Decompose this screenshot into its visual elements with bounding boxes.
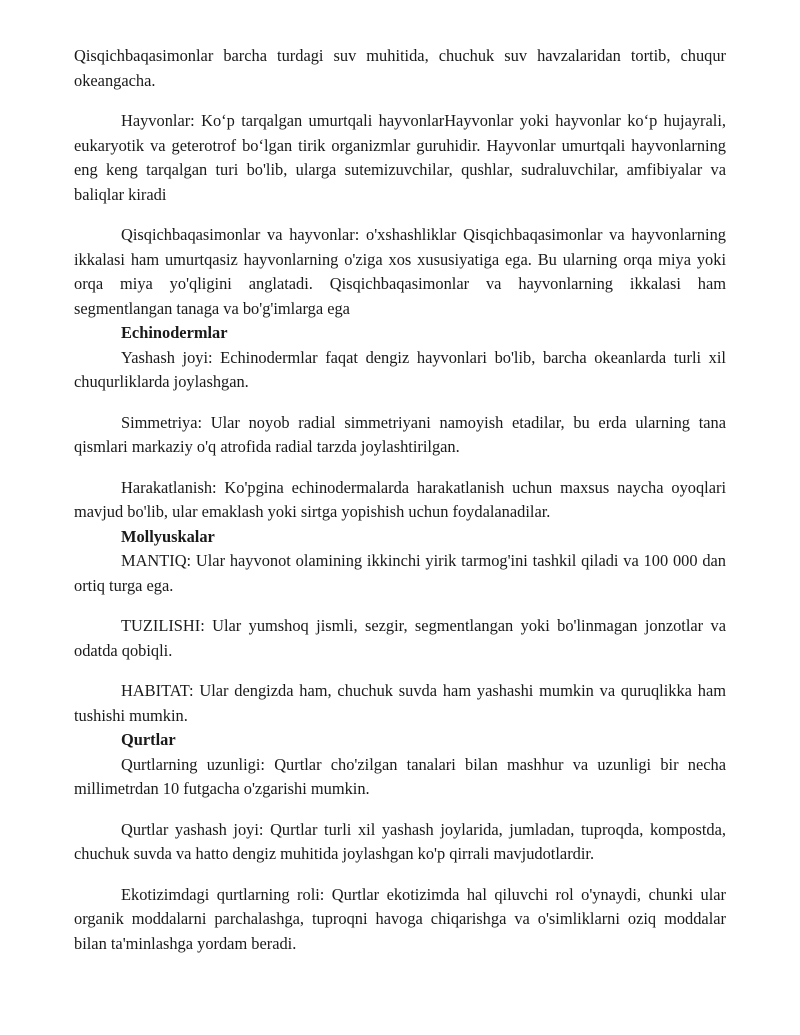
section-paragraph: Qurtlarning uzunligi: Qurtlar cho'zilgan tanalari bilan mashhur va uzunligi bir necha millimetrdan 10 futgacha o'zgarishi mumkin. <box>74 754 726 798</box>
section-heading: Qurtlar <box>121 730 176 749</box>
section-paragraph: MANTIQ: Ular hayvonot olamining ikkinchi yirik tarmog'ini tashkil qiladi va 100 000 dan ortiq turga ega. <box>74 551 726 595</box>
section-paragraph: Qurtlar yashash joyi: Qurtlar turli xil yashash joylarida, jumladan, tuproqda, kompostda, chuchuk suvda va hatto dengiz muhitida joylashgan ko'p qirrali mavjudotlardir. <box>74 819 726 863</box>
section-paragraph: Ekotizimdagi qurtlarning roli: Qurtlar ekotizimda hal qiluvchi rol o'ynaydi, chunki ular organik moddalarni parchalashga, tuproqni havoga chiqarishga va o'simliklarni oziq moddalar bilan ta'minlashga yordam beradi. <box>74 884 726 953</box>
section-paragraph: Yashash joyi: Echinodermlar faqat dengiz hayvonlari bo'lib, barcha okeanlarda turli xil chuqurliklarda joylashgan. <box>74 347 726 391</box>
intro-paragraph: Qisqichbaqasimonlar barcha turdagi suv muhitida, chuchuk suv havzalaridan tortib, chuqur okeangacha. <box>74 46 726 90</box>
section-paragraph: TUZILISHI: Ular yumshoq jismli, sezgir, segmentlangan yoki bo'linmagan jonzotlar va odatda qobiqli. <box>74 616 726 660</box>
section-heading: Echinodermlar <box>121 323 228 342</box>
section-heading: Mollyuskalar <box>121 526 215 546</box>
section-mollusks <box>74 525 726 729</box>
document-page <box>74 44 726 956</box>
section-paragraph: Harakatlanish: Ko'pgina echinodermalarda harakatlanish uchun maxsus naycha oyoqlari mavjud bo'lib, ular emaklash yoki sirtga yopishish uchun foydalanadilar. <box>74 477 726 521</box>
section-paragraph: Simmetriya: Ular noyob radial simmetriyani namoyish etadilar, bu erda ularning tana qismlari markaziy o'q atrofida radial tarzda joylashtirilgan. <box>74 412 726 456</box>
section-worms <box>74 728 726 956</box>
section-paragraph: HABITAT: Ular dengizda ham, chuchuk suvda ham yashashi mumkin va quruqlikka ham tushishi mumkin. <box>74 681 726 725</box>
similarities-paragraph: Qisqichbaqasimonlar va hayvonlar: o'xshashliklar Qisqichbaqasimonlar va hayvonlarning ikkalasi ham umurtqasiz hayvonlarning o'ziga xos xususiyatiga ega. Bu ularning orqa miya yoki orqa miya yo'qligini anglatadi. Qisqichbaqasimonlar va hayvonlarning ikkalasi ham segmentlangan tanaga va bo'g'imlarga ega <box>74 225 726 318</box>
animals-paragraph: Hayvonlar: Ko‘p tarqalgan umurtqali hayvonlarHayvonlar yoki hayvonlar ko‘p hujayrali, eukaryotik va geterotrof bo‘lgan tirik organizmlar guruhidir. Hayvonlar umurtqali hayvonlarning eng keng tarqalgan turi bo'lib, ularga sutemizuvchilar, qushlar, sudraluvchilar, amfibiyalar va baliqlar kiradi <box>74 111 726 204</box>
section-echinoderms <box>74 321 726 525</box>
